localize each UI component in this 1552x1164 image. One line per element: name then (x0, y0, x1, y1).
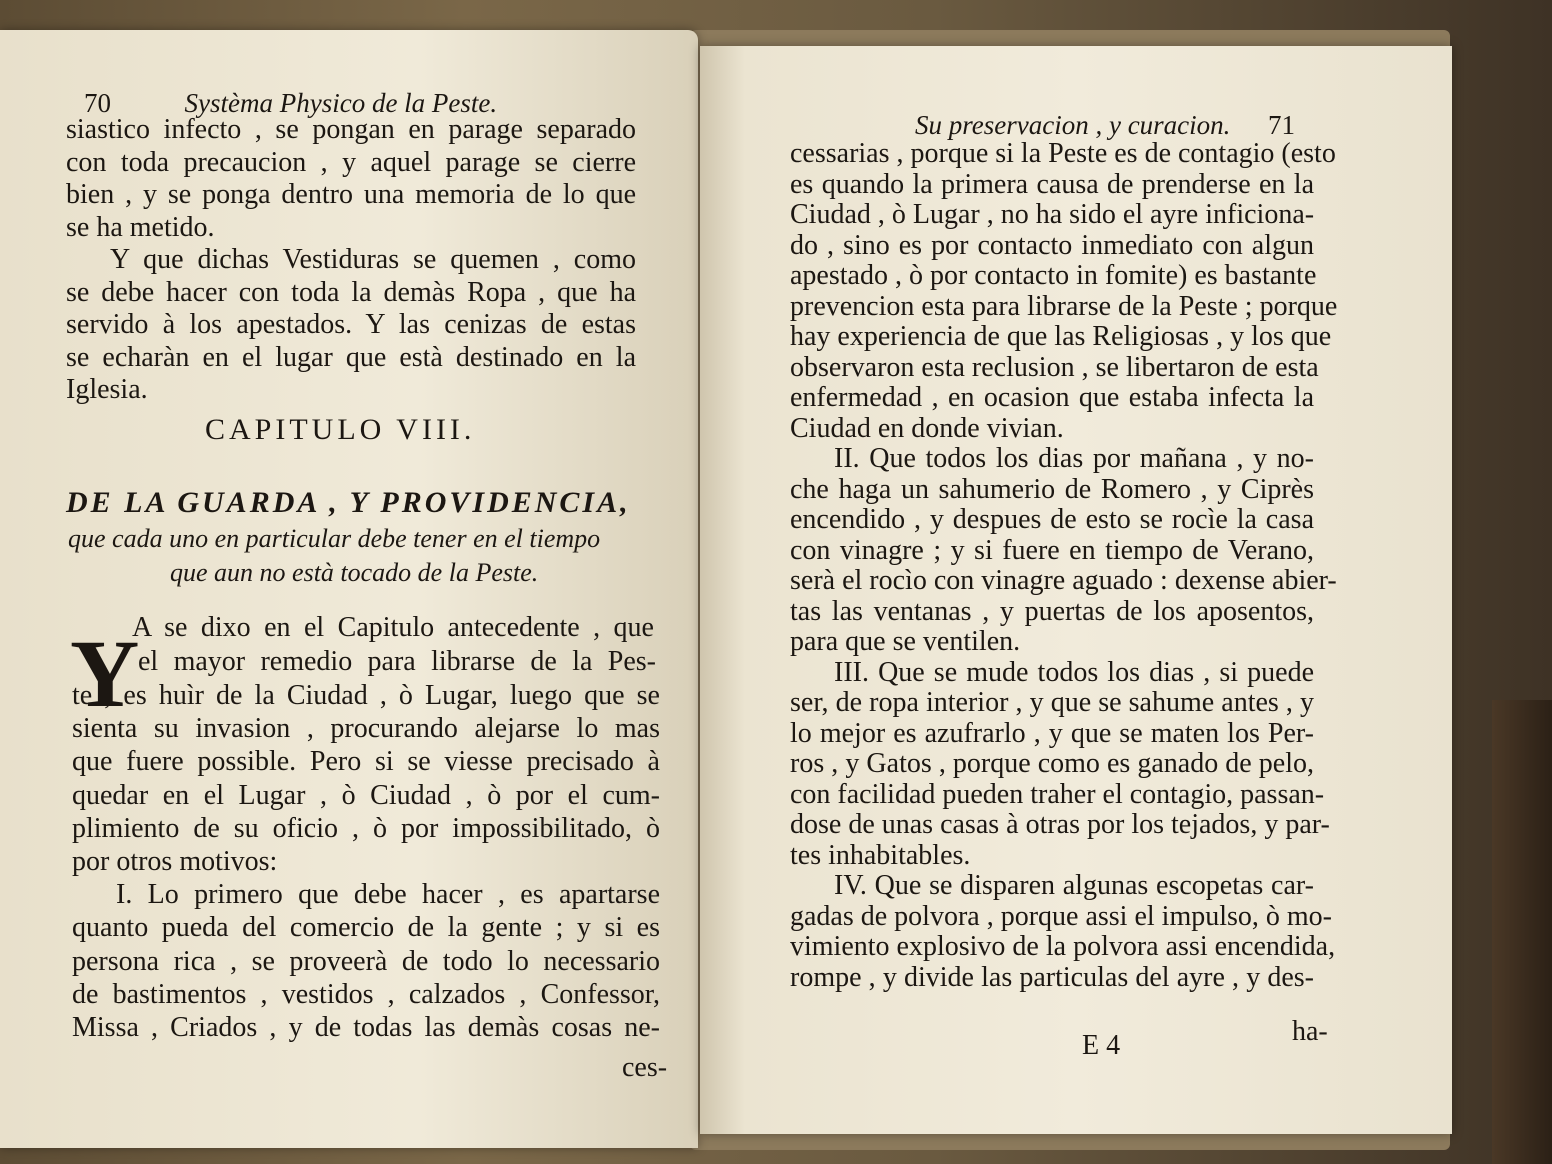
rt-line: che haga un sahumerio de Romero , y Ciprès (790, 473, 1314, 505)
lt-line: servido à los apestados. Y las cenizas de estas (66, 309, 636, 340)
section-subtitle-2: que aun no està tocado de la Peste. (170, 558, 539, 587)
right-running-head: Su preservacion , y curacion. (915, 110, 1231, 140)
rt-line: IV. Que se disparen algunas escopetas car- (834, 870, 1314, 901)
rt-line: Ciudad en donde vivian. (790, 412, 1064, 444)
rt-line: do , sino es por contacto inmediato con algun (790, 229, 1314, 261)
rt-line: Ciudad , ò Lugar , no ha sido el ayre inficiona- (790, 199, 1315, 230)
rt-line: con facilidad pueden traher el contagio, passan- (790, 778, 1325, 810)
lb-line: de bastimentos , vestidos , calzados , Confessor, (72, 978, 660, 1010)
chapter-heading: CAPITULO VIII. (205, 413, 476, 446)
lb-line: te , es huìr de la Ciudad , ò Lugar, luego que se (72, 680, 660, 711)
drop-cap-line-1: A se dixo en el Capitulo antecedente , que (132, 612, 654, 643)
section-title: DE LA GUARDA , Y PROVIDENCIA, (66, 486, 631, 519)
lb-line: I. Lo primero que debe hacer , es apartarse (116, 879, 660, 911)
rt-line: ros , y Gatos , porque como es ganado de pelo, (790, 748, 1314, 779)
rt-line: vimiento explosivo de la polvora assi encendida, (790, 931, 1336, 962)
rt-line: enfermedad , en ocasion que estaba infecta la (790, 382, 1314, 413)
lt-line: bien , y se ponga dentro una memoria de lo que (66, 179, 636, 210)
lb-line: que fuere possible. Pero si se viesse precisado à (72, 746, 660, 778)
section-subtitle-1: que cada uno en particular debe tener en el tiempo (68, 524, 601, 553)
rt-line: hay experiencia de que las Religiosas , y los que (790, 321, 1332, 352)
lt-line: Y que dichas Vestiduras se quemen , como (110, 244, 636, 275)
drop-cap-line-2: el mayor remedio para librarse de la Pes- (138, 646, 656, 677)
lt-line: con toda precaucion , y aquel parage se cierre (66, 146, 636, 178)
lt-line: Iglesia. (66, 374, 148, 405)
adjacent-book (1492, 700, 1552, 1164)
rt-line: con vinagre ; y si fuere en tiempo de Verano, (790, 534, 1314, 566)
rt-line: II. Que todos los dias por mañana , y no- (834, 443, 1314, 474)
lb-line: sienta su invasion , procurando alejarse lo mas (72, 713, 660, 745)
lb-line: quedar en el Lugar , ò Ciudad , ò por el cum- (72, 779, 660, 811)
left-page-number: 70 (84, 88, 111, 118)
rt-line: apestado , ò por contacto in fomite) es bastante (790, 260, 1317, 291)
rt-line: III. Que se mude todos los dias , si puede (834, 656, 1314, 688)
lt-line: se echaràn en el lugar que està destinado en la (66, 341, 636, 373)
lb-line: Missa , Criados , y de todas las demàs cosas ne- (72, 1012, 660, 1043)
rt-line: para que se ventilen. (790, 626, 1021, 657)
right-page-number: 71 (1268, 110, 1295, 140)
drop-cap: Y (70, 620, 140, 727)
rt-line: prevencion esta para librarse de la Peste ; porque (790, 290, 1338, 322)
rt-line: dose de unas casas à otras por los tejados, y par- (790, 809, 1330, 840)
rt-line: encendido , y despues de esto se rocìe la casa (790, 504, 1314, 535)
rt-line: ser, de ropa interior , y que se sahume antes , y (790, 687, 1314, 718)
left-running-head-title: Systèma Physico de la Peste. (184, 88, 498, 118)
rt-line: tas las ventanas , y puertas de los aposentos, (790, 595, 1314, 627)
right-page (700, 46, 1452, 1134)
rt-line: lo mejor es azufrarlo , y que se maten los Per- (790, 717, 1314, 749)
rt-line: es quando la primera causa de prenderse en la (790, 168, 1314, 200)
lb-line: quanto pueda del comercio de la gente ; y si es (72, 912, 660, 944)
left-page (0, 30, 698, 1148)
rt-line: tes inhabitables. (790, 839, 971, 871)
rt-line: observaron esta reclusion , se libertaron de esta (790, 351, 1319, 383)
lb-line: por otros motivos: (72, 846, 278, 877)
lt-line: se debe hacer con toda la demàs Ropa , que ha (66, 276, 636, 308)
left-catchword: ces- (622, 1052, 668, 1083)
rt-line: gadas de polvora , porque assi el impulso, ò mo- (790, 900, 1333, 932)
lb-line: persona rica , se proveerà de todo lo necessario (72, 945, 660, 977)
rt-line: rompe , y divide las particulas del ayre , y des- (790, 961, 1314, 993)
right-catchword: ha- (1292, 1016, 1328, 1047)
rt-line: cessarias , porque si la Peste es de contagio (esto (790, 138, 1336, 169)
lb-line: plimiento de su oficio , ò por impossibilitado, ò (72, 812, 660, 844)
rt-line: serà el rocìo con vinagre aguado : dexense abier- (790, 565, 1337, 596)
signature-mark: E 4 (1082, 1030, 1121, 1061)
lt-line: se ha metido. (66, 211, 215, 243)
lt-line: siastico infecto , se pongan en parage separado (66, 114, 636, 145)
